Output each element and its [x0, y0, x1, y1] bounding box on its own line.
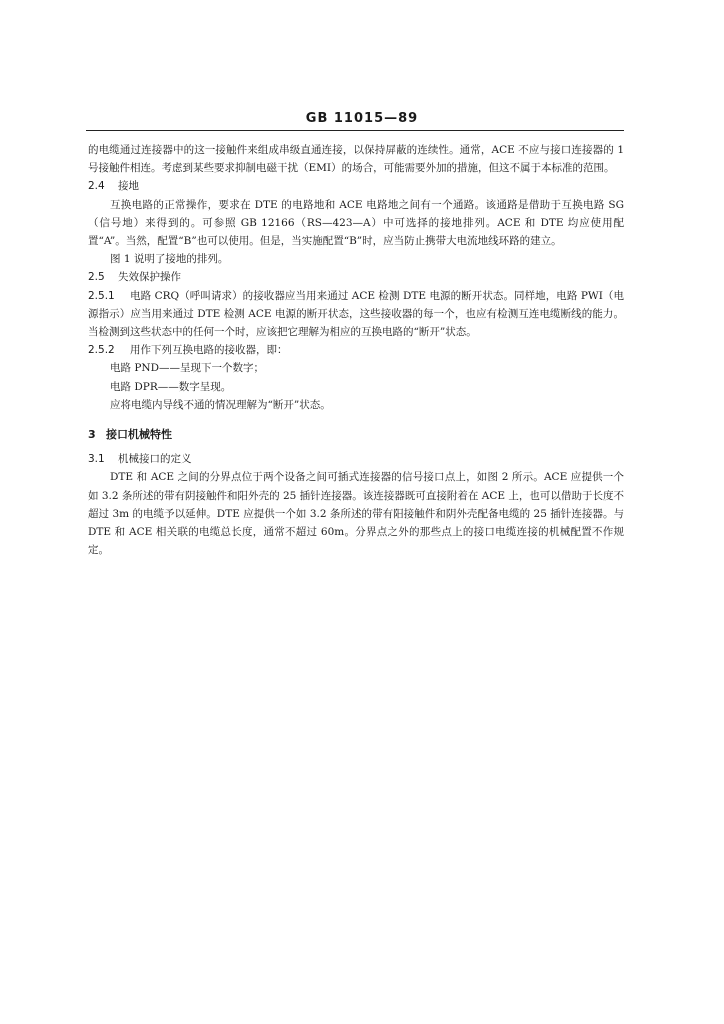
section-2-4-heading — [88, 177, 624, 195]
section-number: 3 — [88, 428, 96, 442]
document-body — [88, 141, 624, 559]
standard-code-header: GB 11015—89 — [305, 111, 419, 126]
grounding-paragraph: 互换电路的正常操作，要求在 DTE 的电路地和 ACE 电路地之间有一个通路。该通路是借助于互换电路 SG（信号地）来得到的。可参照 GB 12166（RS—423—A）中可选择的接地排列。ACE 和 DTE 均应使用配置“A”。当然，配置“B”也可以使用。但是，当实施配置“B”时，应当防止携带大电流地线环路的建立。 — [88, 198, 624, 248]
section-2-5-heading — [88, 268, 624, 286]
closing-sentence: 应将电缆内导线不通的情况理解为“断开”状态。 — [110, 398, 331, 411]
clause-number: 2.5.1 — [88, 289, 115, 302]
clause-number: 2.5.2 — [88, 344, 115, 357]
list-item: 电路 DPR——数字呈现。 — [110, 380, 232, 393]
continued-paragraph: 的电缆通过连接器中的这一接触件来组成串级直通连接，以保持屏蔽的连续性。通常，ACE 不应与接口连接器的 1 号接触件相连。考虑到某些要求抑制电磁干扰（EMI）的场合，可能需要外加的措施，但这不属于本标准的范围。 — [88, 144, 624, 175]
section-3-1-heading — [88, 450, 624, 468]
clause-2-5-1 — [88, 287, 624, 342]
section-title: 接口机械特性 — [106, 428, 172, 442]
list-item: 电路 PND——呈现下一个数字； — [110, 362, 265, 375]
clause-text: 用作下列互换电路的接收器，即： — [130, 344, 288, 357]
mechanical-interface-paragraph: DTE 和 ACE 之间的分界点位于两个设备之间可插式连接器的信号接口点上，如图 2 所示。ACE 应提供一个如 3.2 条所述的带有阴接触件和阳外壳的 25 插针连接器。该连接器既可直接附着在 ACE 上，也可以借助于长度不超过 3m 的电缆予以延伸。DTE 应提供一个如 3.2 条所述的带有阳接触件和阴外壳配备电缆的 25 插针连接器。与 DTE 和 ACE 相关联的电缆总长度，通常不超过 60m。分界点之外的那些点上的接口电缆连接的机械配置不作规定。 — [88, 471, 624, 557]
section-number: 2.4 — [88, 180, 105, 193]
section-number: 2.5 — [88, 271, 105, 284]
section-title: 失效保护操作 — [118, 271, 181, 284]
clause-2-5-2 — [88, 341, 624, 359]
header-rule — [86, 130, 624, 131]
figure-1-note: 图 1 说明了接地的排列。 — [110, 253, 229, 266]
section-title: 机械接口的定义 — [118, 453, 192, 466]
section-title: 接地 — [118, 180, 139, 193]
clause-text: 电路 CRQ（呼叫请求）的接收器应当用来通过 ACE 检测 DTE 电源的断开状态。同样地，电路 PWI（电源指示）应当用来通过 DTE 检测 ACE 电源的断开状态，这些接收器的每一个，也应有检测互连电缆断线的能力。当检测到这些状态中的任何一个时，应该把它理解为相应的互换电路的“断开”状态。 — [88, 289, 624, 339]
section-3-heading — [88, 426, 624, 444]
section-number: 3.1 — [88, 453, 105, 466]
